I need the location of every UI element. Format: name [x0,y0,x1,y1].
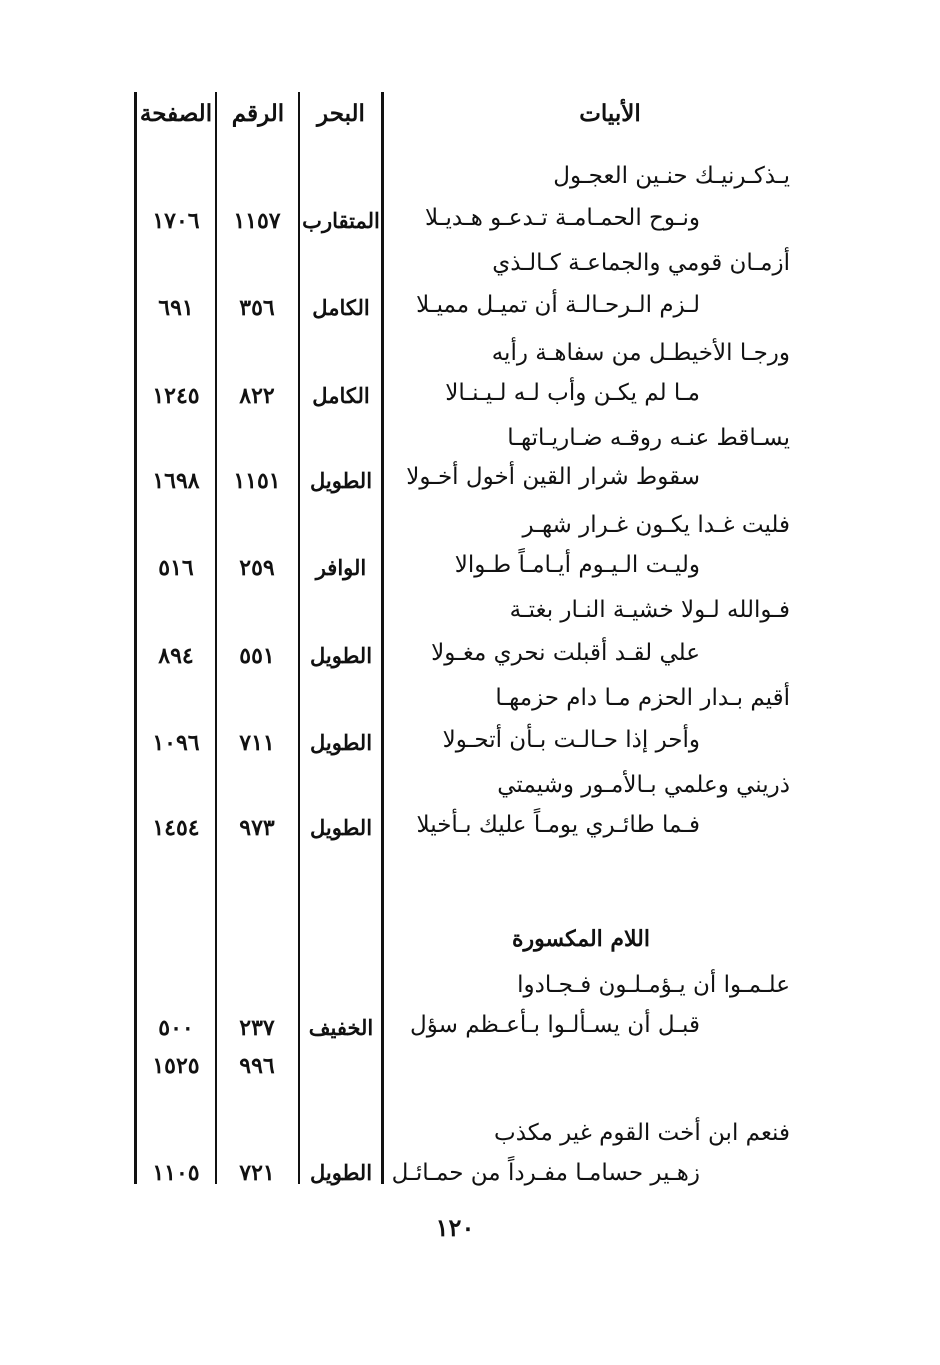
header-meter: البحر [317,100,365,127]
number-cell-secondary: ٩٩٦ [239,1053,275,1079]
verse-line-1: أزمـان قومي والجماعـة كـالـذي [492,250,790,276]
meter-cell: الكامل [312,295,370,320]
meter-cell: الوافر [315,555,367,580]
meter-cell: الكامل [312,383,370,408]
meter-cell: الطويل [309,643,373,668]
verse-line-1: أقيم بـدار الحزم مـا دام حزمهـا [495,685,790,711]
number-cell: ١١٥١ [233,468,281,494]
meter-cell: الطويل [309,730,373,755]
verse-line-1: فليت غـدا يكـون غـرار شهـر [522,512,790,538]
verse-line-1: فـوالله لـولا خشيـة النـار بغتـة [509,597,790,623]
page-cell: ١٢٤٥ [152,383,200,409]
page-number: ١٢٠ [435,1213,475,1242]
verse-line-1: يسـاقط عنـه روقـه ضـاريـاتهـا [507,425,790,451]
page-cell: ١٤٥٤ [152,815,200,841]
page-cell: ٥٠٠ [158,1015,194,1041]
number-cell: ٢٥٩ [239,555,275,581]
meter-cell: الطويل [309,815,373,840]
header-page: الصفحة [139,100,213,127]
verse-line-2: ونـوح الحمـامـة تـدعـو هـديـلا [425,205,700,231]
verse-line-2: زهـير حسامـا مفـرداً من حمـائـل [391,1160,700,1186]
number-cell: ٧١١ [239,730,275,756]
number-cell: ٨٢٢ [239,383,275,409]
verse-line-1: فنعم ابن أخت القوم غير مكذب [494,1120,790,1146]
number-cell: ٩٧٣ [239,815,275,841]
page-cell: ١٠٩٦ [152,730,200,756]
number-cell: ٣٥٦ [239,295,275,321]
page-cell: ٥١٦ [158,555,194,581]
verse-line-1: يـذكـرنيـك حنـين العجـول [553,163,790,189]
section-title: اللام المكسورة [511,926,650,952]
header-number: الرقم [231,100,285,127]
page-cell-secondary: ١٥٢٥ [152,1053,200,1079]
verse-line-1: ورجـا الأخيطـل من سفاهـة رأيه [491,340,790,366]
meter-cell: المتقارب [302,208,380,233]
verse-line-1: ذريني وعلمي بـالأمـور وشيمتي [497,772,790,798]
page-cell: ١١٠٥ [152,1160,200,1186]
page-cell: ١٦٩٨ [152,468,200,494]
verse-line-2: علي لقـد أقبلت نحري مغـولا [431,640,700,666]
meter-cell: الطويل [309,1160,373,1185]
verse-line-2: لـزم الـرحـالـة أن تميـل مميـلا [416,292,700,318]
verse-line-2: فـما طائـري يومـاً عليك بـأخيلا [416,812,700,838]
verse-line-1: علـمـوا أن يـؤمـلـون فـجـادوا [517,972,790,998]
page-cell: ١٧٠٦ [152,208,200,234]
number-cell: ٢٣٧ [239,1015,275,1041]
meter-cell: الطويل [309,468,373,493]
number-cell: ٧٢١ [239,1160,275,1186]
meter-cell: الخفيف [308,1015,374,1040]
header-verses: الأبيات [579,100,641,127]
verse-line-2: مـا لم يكـن وأب لـه لـيـنـالا [445,380,700,406]
number-cell: ٥٥١ [239,643,275,669]
verse-line-2: وليـت الـيـوم أيـامـاً طـوالا [454,552,700,578]
verse-line-2: سقوط شرار القين أخول أخـولا [406,464,700,490]
page-cell: ٦٩١ [158,295,194,321]
verse-line-2: وأحر إذا حـالـت بـأن أتحـولا [442,727,700,753]
number-cell: ١١٥٧ [233,208,281,234]
page-cell: ٨٩٤ [158,643,194,669]
verse-line-2: قبـل أن يسـألـوا بـأعـظم سؤل [410,1012,700,1038]
